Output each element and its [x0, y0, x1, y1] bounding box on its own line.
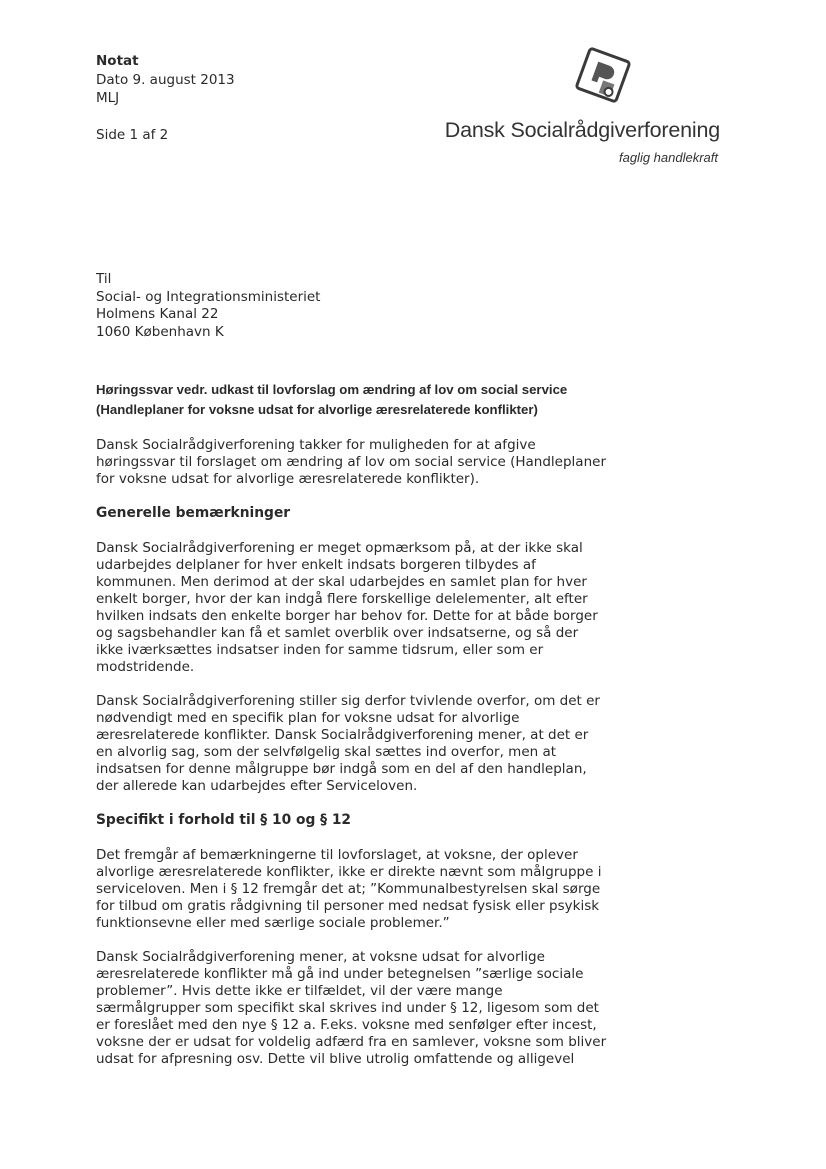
recipient-address — [96, 271, 320, 341]
text-line: problemer”. Hvis dette ikke er tilfældet, vil der være mange — [96, 983, 503, 999]
subject-line: (Handleplaner for voksne udsat for alvorlige æresrelaterede konflikter) — [96, 402, 538, 417]
memo-title: Notat — [96, 53, 139, 69]
intro-paragraph — [96, 437, 756, 488]
text-line: kommunen. Men derimod at der skal udarbejdes en samlet plan for hver — [96, 574, 587, 590]
subject-line: Høringssvar vedr. udkast til lovforslag om ændring af lov om social service — [96, 382, 568, 397]
text-line: indsatsen for denne målgruppe bør indgå som en del af den handleplan, — [96, 761, 587, 777]
text-line: æresrelaterede konflikter må gå ind under betegnelsen ”særlige sociale — [96, 966, 584, 982]
text-line: der allerede kan udarbejdes efter Serviceloven. — [96, 778, 418, 794]
paragraph — [96, 949, 756, 1068]
text-line: for tilbud om gratis rådgivning til personer med nedsat fysisk eller psykisk — [96, 898, 600, 914]
text-line: serviceloven. Men i § 12 fremgår det at; ”Kommunalbestyrelsen skal sørge — [96, 881, 601, 897]
text-line: Dansk Socialrådgiverforening er meget opmærksom på, at der ikke skal — [96, 540, 583, 556]
text-line: en alvorlig sag, som der selvfølgelig skal sættes ind overfor, men at — [96, 744, 557, 760]
section-heading: Generelle bemærkninger — [96, 505, 291, 521]
memo-header — [96, 52, 235, 144]
text-line: Dansk Socialrådgiverforening stiller sig derfor tvivlende overfor, om det er — [96, 693, 600, 709]
text-line: enkelt borger, hvor der kan indgå flere forskellige delelementer, alt efter — [96, 591, 588, 607]
text-line: nødvendigt med en specifik plan for voksne udsat for alvorlige — [96, 710, 520, 726]
text-line: modstridende. — [96, 659, 195, 675]
recipient-org: Social- og Integrationsministeriet — [96, 288, 321, 305]
text-line: ikke iværksættes indsatser inden for samme tidsrum, eller som er — [96, 642, 544, 658]
text-line: høringssvar til forslaget om ændring af lov om social service (Handleplaner — [96, 454, 606, 470]
text-line: Dansk Socialrådgiverforening mener, at voksne udsat for alvorlige — [96, 949, 545, 965]
recipient-street: Holmens Kanal 22 — [96, 306, 219, 322]
dansk-socialraadgiverforening-logo-icon — [572, 44, 634, 106]
text-line: æresrelaterede konflikter. Dansk Socialrådgiverforening mener, at det er — [96, 727, 589, 743]
memo-date: Dato 9. august 2013 — [96, 71, 235, 88]
section-heading: Specifikt i forhold til § 10 og § 12 — [96, 812, 352, 828]
text-line: for voksne udsat for alvorlige æresrelaterede konflikter). — [96, 471, 480, 487]
text-line: særmålgrupper som specifikt skal skrives ind under § 12, ligesom som det — [96, 1000, 599, 1016]
memo-initials: MLJ — [96, 90, 120, 106]
text-line: udarbejdes delplaner for hver enkelt indsats borgeren tilbydes af — [96, 557, 536, 573]
organization-tagline: faglig handlekraft — [618, 150, 718, 165]
subject-heading — [96, 380, 736, 420]
text-line: Dansk Socialrådgiverforening takker for muligheden for at afgive — [96, 437, 536, 453]
paragraph — [96, 693, 756, 795]
text-line: er foreslået med den nye § 12 a. F.eks. voksne med senfølger efter incest, — [96, 1017, 597, 1033]
text-line: alvorlige æresrelaterede konflikter, ikke er direkte nævnt som målgruppe i — [96, 864, 602, 880]
recipient-city: 1060 København K — [96, 323, 224, 340]
paragraph — [96, 847, 756, 932]
paragraph — [96, 540, 756, 676]
text-line: funktionsevne eller med særlige sociale problemer.” — [96, 915, 450, 931]
text-line: hvilken indsats den enkelte borger har behov for. Dette for at både borger — [96, 608, 598, 624]
recipient-label: Til — [96, 271, 112, 287]
page-number: Side 1 af 2 — [96, 126, 169, 143]
text-line: Det fremgår af bemærkningerne til lovforslaget, at voksne, der oplever — [96, 847, 578, 863]
organization-name: Dansk Socialrådgiverforening — [444, 118, 720, 142]
text-line: voksne der er udsat for voldelig adfærd fra en samlever, voksne som bliver — [96, 1034, 607, 1050]
text-line: og sagsbehandler kan få et samlet overblik over indsatserne, og så der — [96, 625, 579, 641]
text-line: udsat for afpresning osv. Dette vil blive utrolig omfattende og alligevel — [96, 1051, 575, 1067]
letter-body — [96, 437, 756, 1085]
